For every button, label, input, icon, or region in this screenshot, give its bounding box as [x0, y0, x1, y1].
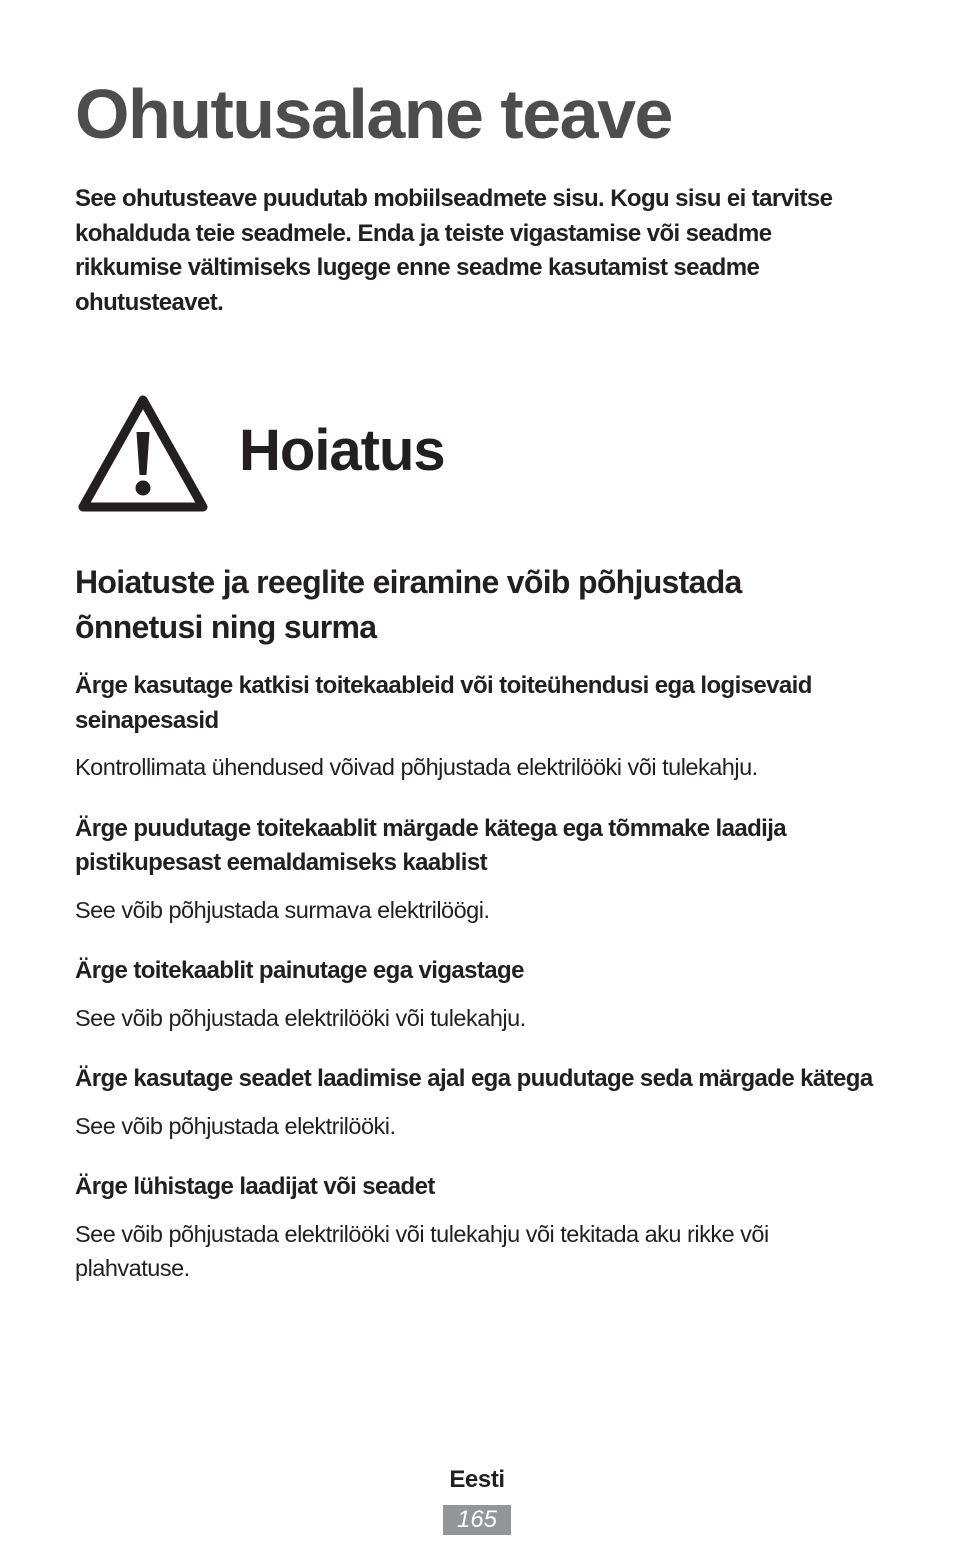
warning-triangle-icon [75, 392, 211, 514]
section-heading: Hoiatuste ja reeglite eiramine võib põhjustada õnnetusi ning surma [75, 564, 742, 645]
list-item [75, 669, 885, 785]
list-item [75, 1062, 885, 1143]
intro-paragraph: See ohutusteave puudutab mobiilseadmete sisu. Kogu sisu ei tarvitse kohalduda teie seadmele. Enda ja teiste vigastamise või seadme rikkumise vältimiseks lugege enne seadme kasutamist seadme ohutusteavet. [75, 185, 833, 316]
item-title: Ärge lühistage laadijat või seadet [75, 1173, 435, 1200]
item-text: Kontrollimata ühendused võivad põhjustada elektrilööki või tulekahju. [75, 754, 758, 780]
page-title: Ohutusalane teave [75, 75, 672, 153]
warning-items-list [75, 669, 885, 1313]
warning-heading: Hoiatus [239, 418, 445, 483]
item-title: Ärge kasutage seadet laadimise ajal ega puudutage seda märgade kätega [75, 1065, 873, 1092]
item-title: Ärge puudutage toitekaablit märgade kätega ega tõmmake laadija pistikupesast eemaldamiseks kaablist [75, 814, 787, 876]
item-title: Ärge kasutage katkisi toitekaableid või toiteühendusi ega logisevaid seinapesasid [75, 672, 812, 734]
item-text: See võib põhjustada elektrilööki või tulekahju või tekitada aku rikke või plahvatuse. [75, 1220, 769, 1281]
footer-language: Eesti [449, 1466, 505, 1493]
list-item [75, 812, 885, 928]
warning-block [75, 392, 875, 516]
item-text: See võib põhjustada elektrilööki. [75, 1112, 396, 1139]
item-text: See võib põhjustada elektrilööki või tulekahju. [75, 1004, 526, 1031]
item-title: Ärge toitekaablit painutage ega vigastage [75, 957, 524, 984]
list-item [75, 1170, 885, 1286]
item-text: See võib põhjustada surmava elektrilöögi. [75, 896, 490, 923]
list-item [75, 954, 885, 1035]
page-number: 165 [443, 1505, 511, 1535]
